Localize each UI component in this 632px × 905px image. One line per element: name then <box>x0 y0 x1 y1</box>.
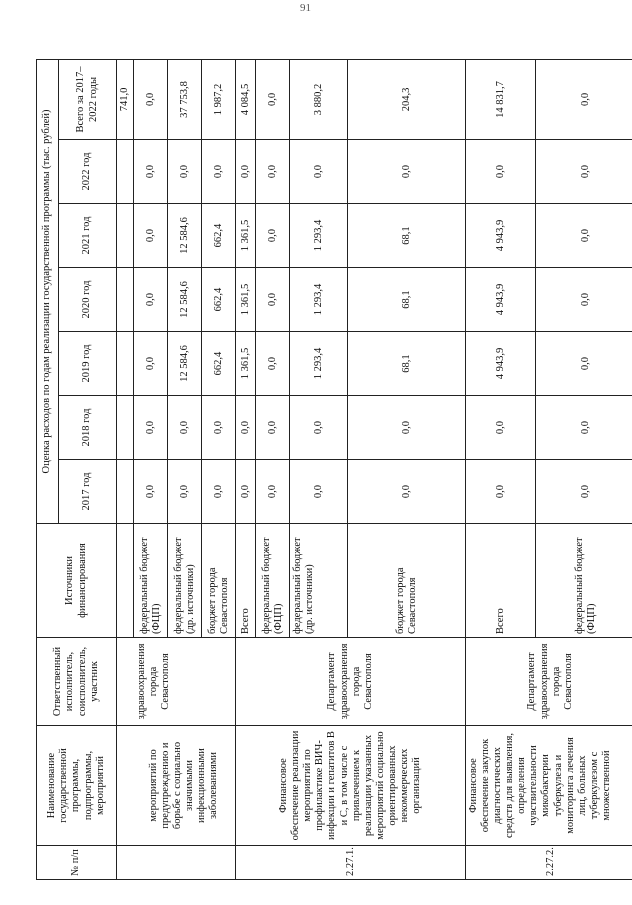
value-cell: 37 753,8 <box>168 59 202 139</box>
value-cell: 0,0 <box>256 268 290 332</box>
value-cell: 0,0 <box>290 140 348 204</box>
value-cell: 0,0 <box>134 396 168 460</box>
value-cell: 0,0 <box>202 396 236 460</box>
funding-source: федеральный бюджет (др. источники) <box>168 524 202 638</box>
header-year: 2021 год <box>59 204 117 268</box>
header-year: 2020 год <box>59 268 117 332</box>
header-num: № п/п <box>37 846 117 880</box>
value-cell: 0,0 <box>536 59 632 139</box>
executor: здравоохранения города Севастополя <box>134 638 236 726</box>
value-cell: 12 584,6 <box>168 204 202 268</box>
value-cell: 0,0 <box>168 396 202 460</box>
row-number: 2.27.2. <box>466 846 632 880</box>
value-cell: 0,0 <box>256 140 290 204</box>
measure-name: мероприятий по предупреждению и борьбе с социально значимыми инфекционными заболеваниями <box>134 726 236 846</box>
value-cell: 0,0 <box>134 59 168 139</box>
value-cell: 4 943,9 <box>466 332 536 396</box>
value-cell: 0,0 <box>134 332 168 396</box>
value-cell: 12 584,6 <box>168 268 202 332</box>
header-row-1 <box>37 59 59 879</box>
value-cell: 0,0 <box>168 460 202 524</box>
value-cell: 662,4 <box>202 332 236 396</box>
value-cell: 0,0 <box>168 140 202 204</box>
value-cell: 0,0 <box>236 396 256 460</box>
funding-source: федеральный бюджет (ФЦП) <box>256 524 290 638</box>
value-cell: 4 943,9 <box>466 204 536 268</box>
funding-source: бюджет города Севастополя <box>348 524 466 638</box>
header-year: 2017 год <box>59 460 117 524</box>
value-cell: 1 361,5 <box>236 204 256 268</box>
value-cell: 0,0 <box>290 460 348 524</box>
value-cell: 0,0 <box>236 460 256 524</box>
value-cell: 0,0 <box>256 396 290 460</box>
value-cell: 1 293,4 <box>290 332 348 396</box>
measure-name: Финансовое обеспечение закупок диагностических средств для выявления, определения чувствительности микобактерии туберкулеза и мониторинга лечения лиц, больных туберкулезом с множественной <box>466 726 632 846</box>
funding-source: федеральный бюджет (др. источники) <box>290 524 348 638</box>
carry-total: 741,0 <box>117 59 134 139</box>
value-cell: 0,0 <box>290 396 348 460</box>
funding-source: Всего <box>236 524 256 638</box>
funding-source: Всего <box>466 524 536 638</box>
value-cell: 68,1 <box>348 204 466 268</box>
value-cell: 3 880,2 <box>290 59 348 139</box>
value-cell: 0,0 <box>256 332 290 396</box>
value-cell: 0,0 <box>256 59 290 139</box>
value-cell: 0,0 <box>536 332 632 396</box>
value-cell: 14 831,7 <box>466 59 536 139</box>
header-year: 2018 год <box>59 396 117 460</box>
header-total: Всего за 2017–2022 годы <box>59 59 117 139</box>
value-cell: 0,0 <box>202 140 236 204</box>
value-cell: 1 361,5 <box>236 268 256 332</box>
value-cell: 0,0 <box>536 460 632 524</box>
value-cell: 0,0 <box>256 460 290 524</box>
funding-source: федеральный бюджет (ФЦП) <box>134 524 168 638</box>
value-cell: 0,0 <box>466 396 536 460</box>
value-cell: 1 293,4 <box>290 268 348 332</box>
table-row <box>134 59 168 879</box>
value-cell: 0,0 <box>536 396 632 460</box>
value-cell: 4 943,9 <box>466 268 536 332</box>
value-cell: 0,0 <box>536 140 632 204</box>
header-estimate: Оценка расходов по годам реализации государственной программы (тыс. рублей) <box>37 59 59 523</box>
value-cell: 0,0 <box>348 396 466 460</box>
value-cell: 0,0 <box>202 460 236 524</box>
carry-row <box>117 59 134 879</box>
value-cell: 0,0 <box>536 204 632 268</box>
value-cell: 68,1 <box>348 268 466 332</box>
header-year: 2019 год <box>59 332 117 396</box>
value-cell: 0,0 <box>236 140 256 204</box>
value-cell: 0,0 <box>466 460 536 524</box>
table-row <box>466 59 536 879</box>
value-cell: 1 987,2 <box>202 59 236 139</box>
value-cell: 0,0 <box>348 140 466 204</box>
value-cell: 0,0 <box>536 268 632 332</box>
value-cell: 1 361,5 <box>236 332 256 396</box>
value-cell: 0,0 <box>256 204 290 268</box>
row-number: 2.27.1. <box>236 846 466 880</box>
funding-source: бюджет города Севастополя <box>202 524 236 638</box>
header-name: Наименование государственной программы, подпрограммы, мероприятий <box>37 726 117 846</box>
value-cell: 1 293,4 <box>290 204 348 268</box>
value-cell: 0,0 <box>134 460 168 524</box>
value-cell: 4 084,5 <box>236 59 256 139</box>
budget-table <box>36 59 632 880</box>
value-cell: 662,4 <box>202 204 236 268</box>
funding-source: федеральный бюджет (ФЦП) <box>536 524 632 638</box>
value-cell: 0,0 <box>134 204 168 268</box>
measure-name: Финансовое обеспечение реализации мероприятий по профилактике ВИЧ-инфекции и гепатитов В и С, в том числе с привлечением к реализации указанных мероприятий социально ориентированных некоммерческих организаций <box>236 726 466 846</box>
value-cell: 0,0 <box>134 268 168 332</box>
value-cell: 12 584,6 <box>168 332 202 396</box>
header-executor: Ответственный исполнитель, соисполнитель, участник <box>37 638 117 726</box>
executor: Департамент здравоохранения города Севастополя <box>466 638 632 726</box>
value-cell: 0,0 <box>348 460 466 524</box>
value-cell: 68,1 <box>348 332 466 396</box>
value-cell: 0,0 <box>466 140 536 204</box>
value-cell: 662,4 <box>202 268 236 332</box>
rotated-table-wrapper <box>36 60 612 880</box>
header-year: 2022 год <box>59 140 117 204</box>
value-cell: 204,3 <box>348 59 466 139</box>
table-row <box>236 59 256 879</box>
page-number: 91 <box>300 2 311 14</box>
header-source: Источники финансирования <box>37 524 117 638</box>
executor: Департамент здравоохранения города Севастополя <box>236 638 466 726</box>
value-cell: 0,0 <box>134 140 168 204</box>
